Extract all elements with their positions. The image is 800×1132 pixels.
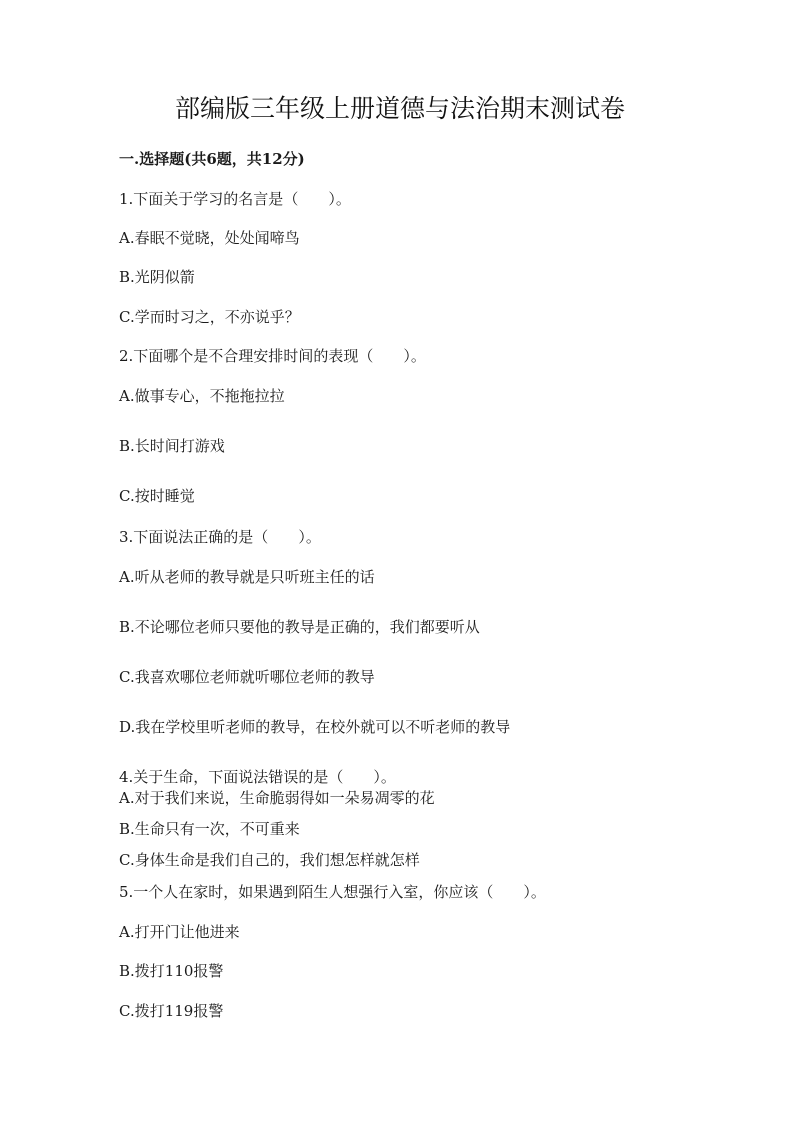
section-heading: 一.选择题(共6题，共12分): [119, 150, 305, 168]
option-c: C.学而时习之，不亦说乎？: [119, 308, 300, 326]
option-c: C.我喜欢哪位老师就听哪位老师的教导: [119, 668, 375, 686]
option-c: C.按时睡觉: [119, 487, 195, 505]
option-b: B.不论哪位老师只要他的教导是正确的，我们都要听从: [119, 618, 480, 636]
option-b: B.长时间打游戏: [119, 437, 225, 455]
option-a: A.做事专心，不拖拖拉拉: [119, 387, 285, 405]
option-d: D.我在学校里听老师的教导，在校外就可以不听老师的教导: [119, 718, 511, 736]
question-stem: 3.下面说法正确的是（ ）。: [119, 528, 321, 546]
option-b: B.生命只有一次，不可重来: [119, 820, 300, 838]
question-stem: 4.关于生命，下面说法错误的是（ ）。: [119, 768, 396, 786]
option-c: C.身体生命是我们自己的，我们想怎样就怎样: [119, 851, 420, 869]
question-stem: 5.一个人在家时，如果遇到陌生人想强行入室，你应该（ ）。: [119, 883, 546, 901]
page-title: 部编版三年级上册道德与法治期末测试卷: [174, 94, 625, 123]
option-a: A.听从老师的教导就是只听班主任的话: [119, 568, 375, 586]
question-stem: 1.下面关于学习的名言是（ ）。: [119, 190, 351, 208]
option-c: C.拨打119报警: [119, 1002, 224, 1020]
option-a: A.打开门让他进来: [119, 923, 240, 941]
question-stem: 2.下面哪个是不合理安排时间的表现（ ）。: [119, 347, 426, 365]
option-b: B.光阴似箭: [119, 268, 195, 286]
option-a: A.春眠不觉晓，处处闻啼鸟: [119, 229, 300, 247]
option-a: A.对于我们来说，生命脆弱得如一朵易凋零的花: [119, 789, 435, 807]
option-b: B.拨打110报警: [119, 962, 224, 980]
